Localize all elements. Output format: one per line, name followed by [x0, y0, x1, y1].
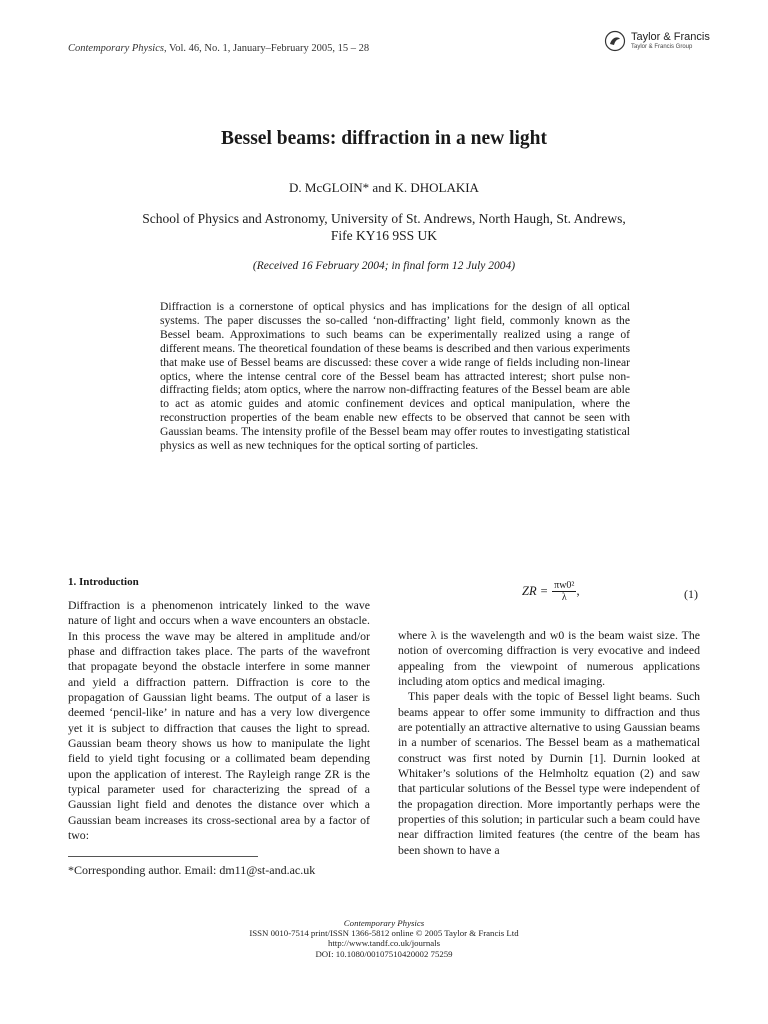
publisher-group: Taylor & Francis Group [631, 43, 693, 50]
footer-issn: ISSN 0010-7514 print/ISSN 1366-5812 online © 2005 Taylor & Francis Ltd [249, 928, 519, 939]
article-title: Bessel beams: diffraction in a new light [220, 128, 548, 149]
publisher-emblem-icon [604, 30, 626, 52]
received-dates: (Received 16 February 2004; in final form 12 July 2004) [252, 260, 516, 272]
author-affiliation [100, 210, 668, 244]
footer-journal: Contemporary Physics [343, 918, 425, 928]
equation-numerator: πw0² [554, 580, 575, 591]
affiliation-line-1: School of Physics and Astronomy, University of St. Andrews, North Haugh, St. Andrews, [142, 211, 626, 226]
equation-trail: , [576, 584, 580, 598]
abstract: Diffraction is a cornerstone of optical physics and has implications for the design of all optical systems. The paper discusses the so-called ‘non-diffracting’ light field, commonly known as the Bessel beam. Approximations to such beams can be experimentally realized using a range of different means. The theoretical foundation of these beams is described and then various experiments that make use of Bessel beams are discussed: these cover a wide range of fields including non-linear optics, where the intense central core of the Bessel beam has attracted interest; short pulse non-diffracting fields; atom optics, where the narrow non-diffracting features of the Bessel beam are able to act as atomic guides and atomic confinement devices and optical manipulation, where the reconstruction properties of the beam enable new effects to be observed that cannot be seen with Gaussian beams. The intensity profile of the Bessel beam may offer routes to investigating statistical physics as well as new techniques for the optical sorting of particles. [160, 300, 630, 453]
publisher-logo [604, 30, 710, 52]
article-authors: D. McGLOIN* and K. DHOLAKIA [289, 180, 479, 195]
equation-fraction [552, 580, 576, 603]
intro-right-column [398, 628, 700, 858]
journal-citation [68, 43, 369, 54]
corresponding-author-footnote: *Corresponding author. Email: dm11@st-and.ac.uk [68, 863, 316, 877]
footer-doi: DOI: 10.1080/00107510420002 75259 [315, 948, 453, 959]
citation-details: , Vol. 46, No. 1, January–February 2005, 15 – 28 [163, 43, 370, 54]
section-heading: 1. Introduction [68, 576, 139, 588]
page-footer [0, 918, 768, 959]
intro-left-column: Diffraction is a phenomenon intricately linked to the wave nature of light and occurs when a wave encounters an obstacle. In this process the wave may be altered in amplitude and/or phase and diffraction takes place. The parts of the wavefront that propagate beyond the obstacle interfere in some manner and yield a diffraction pattern. Diffraction is core to the propagation of Gaussian light beams. The output of a laser is deemed ‘pencil-like’ in nature and has a very low divergence yet it is subject to diffraction that causes the light to spread. Gaussian beam theory shows us how to manipulate the light field to yield tight focusing or a collimated beam depending upon the application of interest. The Rayleigh range ZR is the typical parameter used for characterizing the spread of a Gaussian light field and denotes the distance over which a Gaussian beam increases its cross-sectional area by a factor of two: [68, 598, 370, 843]
right-paragraph-2: This paper deals with the topic of Bessel light beams. Such beams appear to offer some immunity to diffraction and thus are potentially an attractive alternative to using Gaussian beams in a number of scenarios. The Bessel beam as a mathematical construct was first noted by Durnin [1]. Durnin looked at Whitaker’s solutions of the Helmholtz equation (2) and saw that particular solutions of the Bessel type were independent of the propagation direction. More importantly perhaps were the properties of this solution; in particular such a beam could have near diffraction limited features (the centre of the beam has been shown to have a [398, 689, 700, 857]
equation-lhs: ZR = [522, 584, 549, 598]
right-paragraph-1: where λ is the wavelength and w0 is the beam waist size. The notion of overcoming diffraction is very evocative and indeed appealing from the viewpoint of numerous applications including atom optics and medical imaging. [398, 628, 700, 689]
journal-name: Contemporary Physics [68, 43, 164, 54]
publisher-name: Taylor & Francis [631, 31, 710, 44]
footer-url: http://www.tandf.co.uk/journals [327, 938, 441, 949]
affiliation-line-2: Fife KY16 9SS UK [330, 228, 438, 243]
equation-1 [522, 580, 580, 603]
equation-denominator: λ [561, 592, 567, 603]
equation-number: (1) [684, 587, 698, 601]
footnote-rule [68, 856, 258, 857]
